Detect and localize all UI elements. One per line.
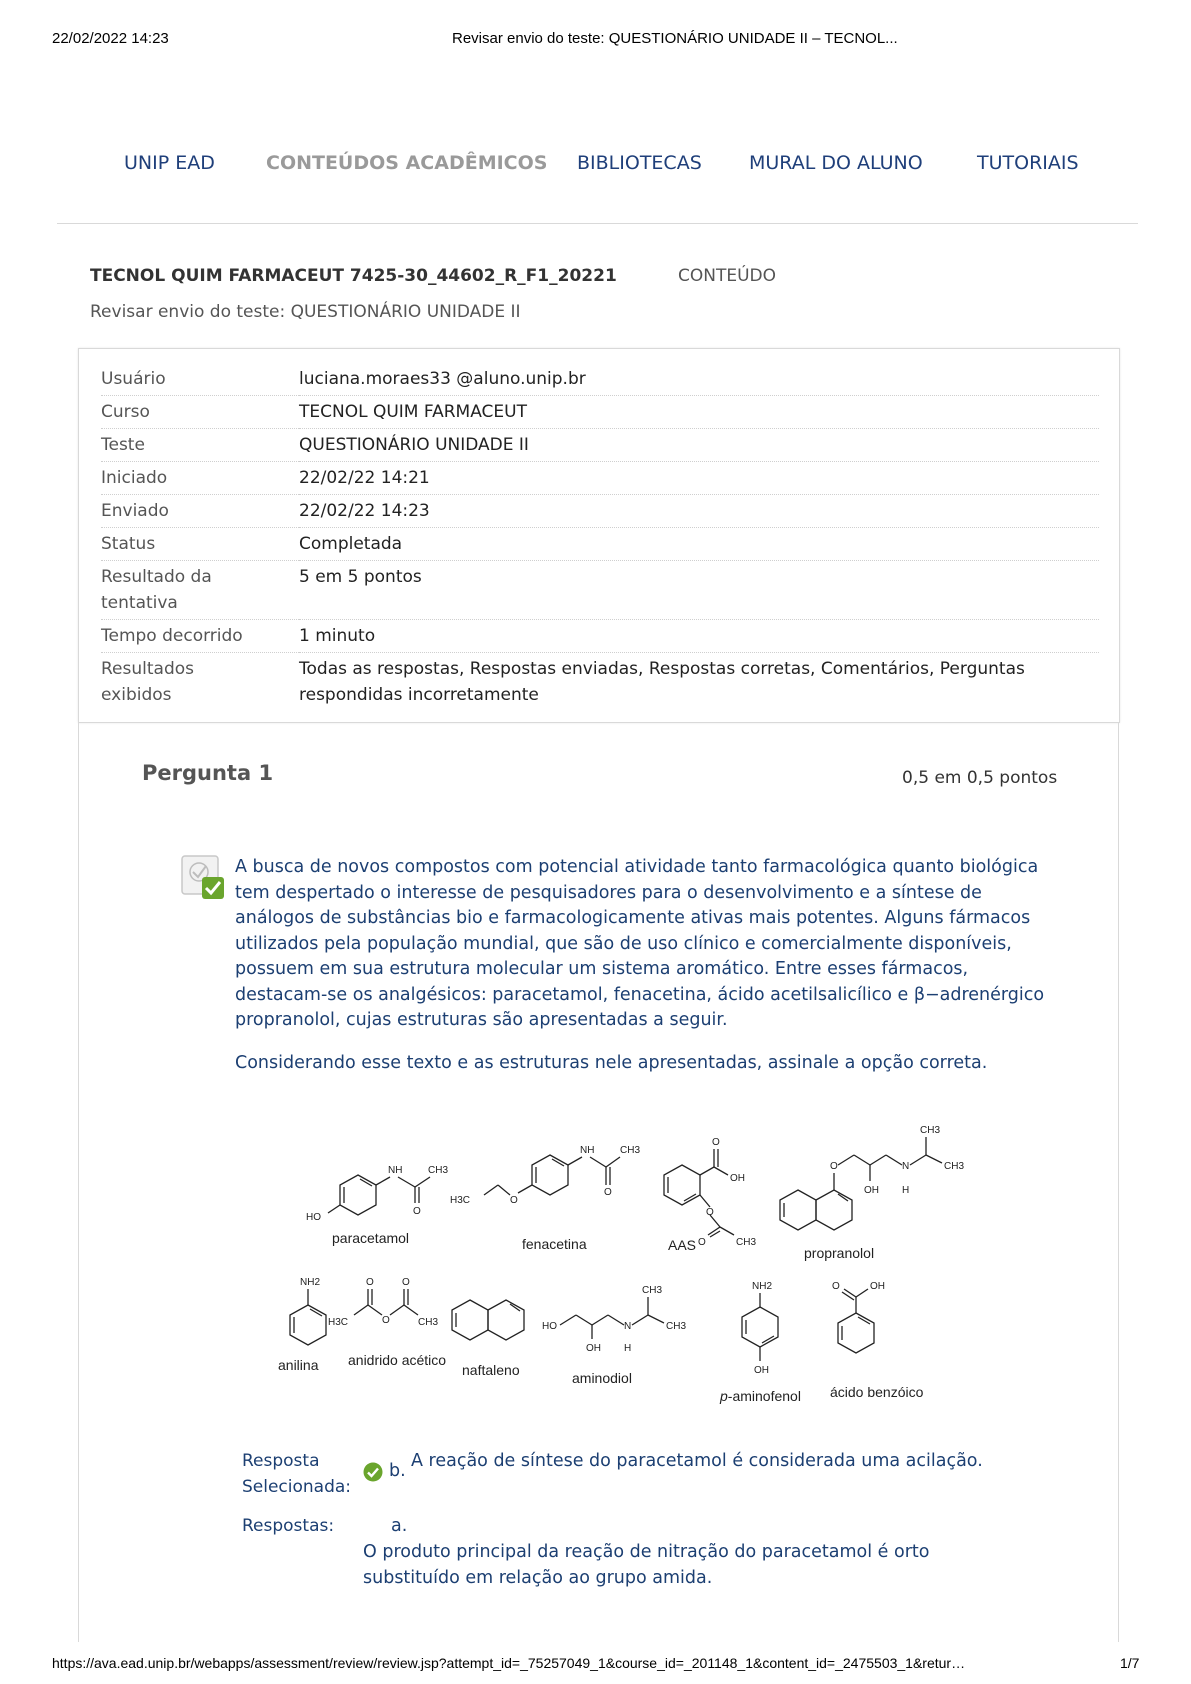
info-key: Iniciado [101, 462, 299, 495]
atom-ch3: CH3 [642, 1285, 663, 1296]
atom-oh: OH [870, 1281, 885, 1292]
question-paragraph: A busca de novos compostos com potencial atividade tanto farmacológica quanto biológica tem despertado o interesse de pesquisadores para o desenvolvimento e a síntese de análogos de substâncias bio e farmacologicamente ativas mais potentes. Alguns fármacos utilizados pela população mundial, que são de uso clínico e comercialmente disponíveis, possuem em sua estrutura molecular um sistema aromático. Entre esses fármacos, destacam-se os analgésicos: paracetamol, fenacetina, ácido acetilsalicílico e β−adrenérgico propranolol, cujas estruturas são apresentadas a seguir. [235, 857, 1045, 1030]
aminodiol-structure [560, 1297, 664, 1339]
selected-answer-letter: b. [389, 1461, 406, 1481]
atom-o: O [604, 1187, 612, 1198]
atom-ho: HO [306, 1212, 321, 1223]
atom-o: O [830, 1161, 838, 1172]
nav-tutoriais[interactable]: TUTORIAIS [977, 152, 1079, 174]
atom-ch3: CH3 [920, 1125, 941, 1136]
atom-oh: OH [864, 1185, 879, 1196]
naftaleno-structure [452, 1300, 524, 1340]
info-value: 22/02/22 14:23 [299, 495, 1099, 528]
label-acido-benzoico: ácido benzóico [830, 1384, 924, 1400]
atom-o: O [698, 1237, 706, 1248]
info-row-iniciado [101, 462, 1099, 495]
question-points: 0,5 em 0,5 pontos [902, 768, 1058, 788]
info-row-enviado [101, 495, 1099, 528]
info-value: 22/02/22 14:21 [299, 462, 1099, 495]
question-title: Pergunta 1 [142, 761, 274, 785]
info-value: 1 minuto [299, 620, 1099, 653]
propranolol-structure [780, 1137, 942, 1230]
anidrido-structure [354, 1289, 418, 1315]
atom-ch3: CH3 [620, 1145, 641, 1156]
atom-nh2: NH2 [300, 1277, 321, 1288]
info-key: Resultados exibidos [101, 659, 194, 705]
atom-o: O [712, 1137, 720, 1148]
correct-check-icon [363, 1462, 383, 1482]
label-paracetamol: paracetamol [332, 1230, 410, 1246]
aas-structure [664, 1149, 734, 1237]
answers-label: Respostas: [242, 1516, 335, 1536]
question-prompt: Considerando esse texto e as estruturas nele apresentadas, assinale a opção correta. [235, 1052, 988, 1073]
selected-answer-text: A reação de síntese do paracetamol é considerada uma acilação. [411, 1451, 983, 1471]
page-title: Revisar envio do teste: QUESTIONÁRIO UNIDADE II [90, 302, 521, 322]
nav-divider [57, 223, 1138, 224]
breadcrumb-course[interactable]: TECNOL QUIM FARMACEUT 7425-30_44602_R_F1_20221 [90, 266, 617, 286]
label-aminodiol: aminodiol [572, 1370, 632, 1386]
atom-h: H [902, 1185, 910, 1196]
info-row-usuario [101, 363, 1099, 396]
atom-o: O [402, 1277, 410, 1288]
answer-a-text: O produto principal da reação de nitração do paracetamol é orto substituído em relação ao grupo amida. [363, 1542, 930, 1588]
p-aminofenol-structure [742, 1293, 778, 1361]
atom-o: O [413, 1206, 421, 1217]
fenacetina-structure [484, 1155, 620, 1195]
info-value: QUESTIONÁRIO UNIDADE II [299, 429, 1099, 462]
correct-answer-icon [180, 853, 230, 903]
atom-o: O [366, 1277, 374, 1288]
selected-answer-label [242, 1448, 351, 1500]
question-panel-border [1118, 722, 1119, 1642]
print-url: https://ava.ead.unip.br/webapps/assessment/review/review.jsp?attempt_id=_75257049_1&course_id=_201148_1&content_id=_2475503_1&retur… [52, 1655, 966, 1671]
selected-answer-label-line2: Selecionada: [242, 1477, 352, 1497]
info-row-tempo [101, 620, 1099, 653]
label-p-prefix: p [720, 1388, 728, 1404]
label-propranolol: propranolol [804, 1245, 875, 1261]
info-value: luciana.moraes33 @aluno.unip.br [299, 363, 1099, 396]
question-text [235, 855, 1045, 1093]
info-row-status [101, 528, 1099, 561]
info-key: Resultado da tentativa [101, 561, 299, 620]
atom-nh: NH [580, 1145, 595, 1156]
atom-h: H [624, 1343, 632, 1354]
info-key: Tempo decorrido [101, 620, 299, 653]
attempt-info-table [101, 363, 1099, 711]
info-key: Teste [101, 429, 299, 462]
breadcrumb-section[interactable]: CONTEÚDO [678, 266, 777, 286]
info-row-resultados-exibidos [101, 653, 1099, 712]
info-key: Curso [101, 396, 299, 429]
nav-unip-ead[interactable]: UNIP EAD [124, 152, 215, 174]
info-value: TECNOL QUIM FARMACEUT [299, 396, 1099, 429]
atom-ho: HO [542, 1321, 557, 1332]
attempt-info-panel [78, 348, 1120, 723]
info-row-resultado [101, 561, 1099, 620]
atom-n: N [902, 1161, 910, 1172]
atom-n: N [624, 1321, 632, 1332]
nav-conteudos-academicos[interactable]: CONTEÚDOS ACADÊMICOS [266, 152, 548, 174]
info-value: Completada [299, 528, 1099, 561]
atom-ch3: CH3 [944, 1161, 965, 1172]
atom-h3c: H3C [328, 1317, 349, 1328]
atom-ch3: CH3 [418, 1317, 439, 1328]
info-key: Status [101, 528, 299, 561]
answer-a-letter: a. [391, 1516, 408, 1536]
atom-h3c: H3C [450, 1195, 471, 1206]
info-key: Usuário [101, 363, 299, 396]
atom-o: O [382, 1315, 390, 1326]
print-page-number: 1/7 [1120, 1655, 1140, 1671]
info-key: Enviado [101, 495, 299, 528]
label-anidrido: anidrido acético [348, 1352, 447, 1368]
info-row-curso [101, 396, 1099, 429]
label-anilina: anilina [278, 1357, 319, 1373]
atom-oh: OH [730, 1173, 745, 1184]
acido-benzoico-structure [838, 1289, 874, 1353]
atom-ch3: CH3 [666, 1321, 687, 1332]
atom-oh: OH [754, 1365, 769, 1376]
label-naftaleno: naftaleno [462, 1362, 520, 1378]
label-p-aminofenol [719, 1388, 801, 1404]
label-fenacetina: fenacetina [522, 1236, 587, 1252]
question-panel-border [78, 722, 79, 1642]
nav-bibliotecas[interactable]: BIBLIOTECAS [577, 152, 702, 174]
nav-mural-do-aluno[interactable]: MURAL DO ALUNO [749, 152, 923, 174]
atom-nh: NH [388, 1165, 403, 1176]
atom-o: O [832, 1281, 840, 1292]
print-datetime: 22/02/2022 14:23 [52, 30, 169, 47]
atom-ch3: CH3 [736, 1237, 757, 1248]
label-p-suffix: -aminofenol [727, 1388, 801, 1404]
atom-o: O [510, 1195, 518, 1206]
print-title: Revisar envio do teste: QUESTIONÁRIO UNIDADE II – TECNOL... [452, 30, 898, 47]
selected-answer-label-line1: Resposta [242, 1451, 320, 1471]
label-aas: AAS [668, 1237, 697, 1253]
atom-o: O [706, 1207, 714, 1218]
anilina-structure [290, 1289, 326, 1345]
info-row-teste [101, 429, 1099, 462]
chemical-structures-figure [270, 1115, 1030, 1415]
atom-nh2: NH2 [752, 1281, 773, 1292]
atom-oh: OH [586, 1343, 601, 1354]
info-value: Todas as respostas, Respostas enviadas, Respostas corretas, Comentários, Perguntas respondidas incorretamente [299, 659, 1025, 705]
info-value: 5 em 5 pontos [299, 561, 1099, 620]
atom-ch3: CH3 [428, 1165, 449, 1176]
